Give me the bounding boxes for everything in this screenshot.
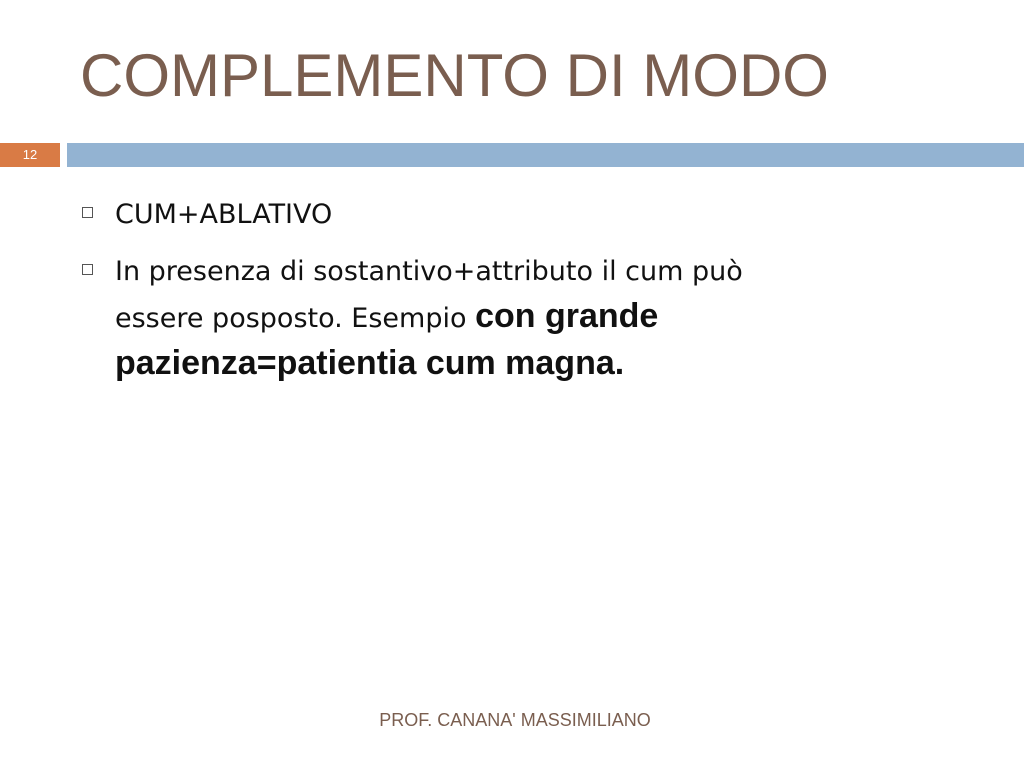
bold-example-text: con grande pazienza=patientia cum magna. <box>115 297 659 382</box>
hollow-square-bullet-icon <box>82 207 93 218</box>
hollow-square-bullet-icon <box>82 264 93 275</box>
bullet-item <box>80 249 780 388</box>
bullet-text: In presenza di sostantivo+attributo il cum può essere posposto. Esempio <box>115 256 743 334</box>
bullet-text: CUM+ABLATIVO <box>115 199 333 230</box>
bullet-list <box>80 192 780 400</box>
header-rule-bar <box>67 143 1024 167</box>
slide-title: COMPLEMENTO DI MODO <box>80 42 829 109</box>
footer-author: PROF. CANANA' MASSIMILIANO <box>379 710 651 730</box>
bullet-item <box>80 192 780 237</box>
page-number-badge: 12 <box>0 143 60 167</box>
